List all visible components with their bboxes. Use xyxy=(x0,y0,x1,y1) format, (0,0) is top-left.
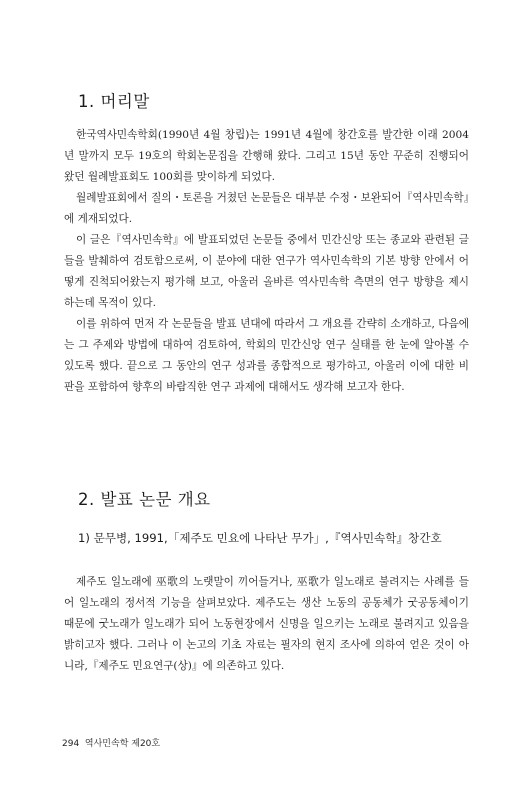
section-2-title: 2. 발표 논문 개요 xyxy=(78,490,211,509)
section-1-paragraph: 이를 위하여 먼저 각 논문들을 발표 년대에 따라서 그 개요를 간략히 소개하고, 다음에는 그 주제와 방법에 대하여 검토하여, 학회의 민간신앙 연구 실태를 한 눈에 알아볼 수 있도록 했다. 끝으로 그 동안의 연구 성과를 종합적으로 평가하고, 아울러 이에 대한 비판을 포함하여 향후의 바람직한 연구 과제에 대해서도 생각해 보고자 한다. xyxy=(64,318,469,393)
section-2-paragraph: 제주도 일노래에 巫歌의 노랫말이 끼어들거나, 巫歌가 일노래로 불려지는 사례를 들어 일노래의 정서적 기능을 살펴보았다. 제주도는 생산 노동의 공동체가 굿공동체이기 때문에 굿노래가 일노래가 되어 노동현장에서 신명을 일으키는 노래로 불려지고 있음을 밝히고자 했다. 그러나 이 논고의 기초 자료는 필자의 현지 조사에 의하여 얻은 것이 아니라,『제주도 민요연구(상)』에 의존하고 있다. xyxy=(64,576,469,672)
page-footer xyxy=(62,736,160,749)
section-1-paragraph: 한국역사민속학회(1990년 4월 창립)는 1991년 4월에 창간호를 발간한 이래 2004년 말까지 모두 19호의 학회논문집을 간행해 왔다. 그리고 15년 동안 꾸준히 진행되어 왔던 월례발표회도 100회를 맞이하게 되었다. xyxy=(64,129,469,183)
section-1-paragraph: 이 글은『역사민속학』에 발표되었던 논문들 중에서 민간신앙 또는 종교와 관련된 글들을 발췌하여 검토함으로써, 이 분야에 대한 연구가 역사민속학의 기본 방향 안에서 어떻게 진척되어왔는지 평가해 보고, 아울러 올바른 역사민속학 측면의 연구 방향을 제시하는데 목적이 있다. xyxy=(64,234,469,309)
section-2-body xyxy=(64,572,469,677)
paper-citation-heading: 1) 문무병, 1991,「제주도 민요에 나타난 무가」,『역사민속학』창간호 xyxy=(78,531,442,545)
section-1-body xyxy=(64,125,469,398)
section-1-paragraph: 월례발표회에서 질의・토론을 거쳤던 논문들은 대부분 수정・보완되어『역사민속학』에 게재되었다. xyxy=(64,192,469,225)
section-1-title: 1. 머리말 xyxy=(78,92,150,111)
journal-name: 역사민속학 제20호 xyxy=(84,739,161,749)
page-number: 294 xyxy=(62,739,80,749)
